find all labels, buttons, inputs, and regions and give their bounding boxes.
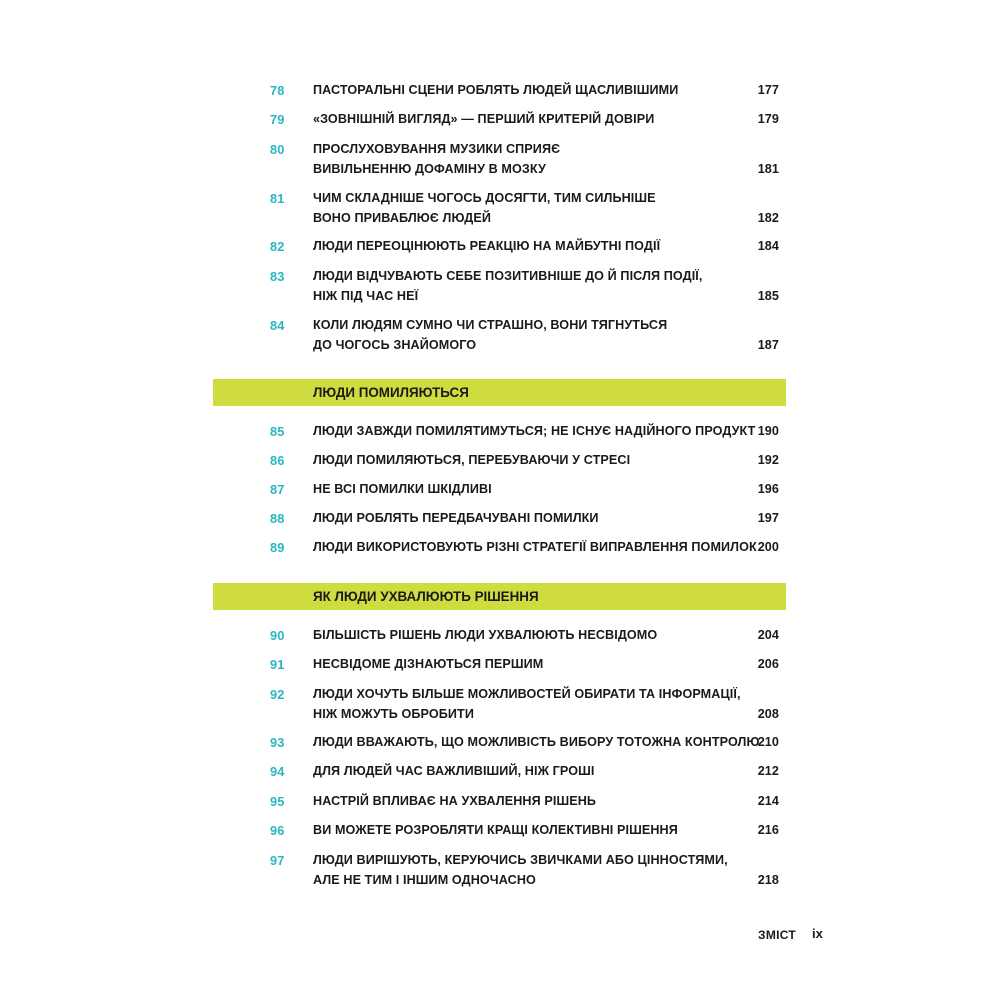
entry-title-line: НЕСВІДОМЕ ДІЗНАЮТЬСЯ ПЕРШИМ bbox=[313, 657, 544, 671]
entry-title bbox=[313, 267, 753, 306]
entry-page-number: 218 bbox=[757, 872, 779, 887]
toc-entry-92[interactable] bbox=[270, 685, 785, 724]
entry-page-number: 182 bbox=[757, 210, 779, 225]
entry-page-number: 177 bbox=[757, 83, 779, 97]
entry-title bbox=[313, 792, 753, 812]
entry-title-line: ЛЮДИ ВВАЖАЮТЬ, ЩО МОЖЛИВІСТЬ ВИБОРУ ТОТОЖНА КОНТРОЛЮ bbox=[313, 735, 760, 749]
toc-entry-86[interactable] bbox=[270, 451, 785, 471]
section-header-mistakes bbox=[213, 379, 786, 406]
entry-title-line: ЛЮДИ ПОМИЛЯЮТЬСЯ, ПЕРЕБУВАЮЧИ У СТРЕСІ bbox=[313, 453, 631, 467]
section-title: ЛЮДИ ПОМИЛЯЮТЬСЯ bbox=[313, 385, 469, 400]
toc-entry-87[interactable] bbox=[270, 480, 785, 500]
entry-page-number: 204 bbox=[757, 628, 779, 642]
entry-title-line: «ЗОВНІШНІЙ ВИГЛЯД» — ПЕРШИЙ КРИТЕРІЙ ДОВІРИ bbox=[313, 112, 655, 126]
entry-title-line: НАСТРІЙ ВПЛИВАЄ НА УХВАЛЕННЯ РІШЕНЬ bbox=[313, 794, 597, 808]
toc-entry-81[interactable] bbox=[270, 189, 785, 228]
toc-entry-91[interactable] bbox=[270, 655, 785, 675]
entry-page-number: 200 bbox=[757, 540, 779, 554]
entry-title bbox=[313, 655, 753, 675]
entry-title-line: ЛЮДИ ХОЧУТЬ БІЛЬШЕ МОЖЛИВОСТЕЙ ОБИРАТИ ТА ІНФОРМАЦІЇ, bbox=[313, 687, 741, 701]
toc-entry-83[interactable] bbox=[270, 267, 785, 306]
toc-entry-93[interactable] bbox=[270, 733, 785, 753]
toc-entry-97[interactable] bbox=[270, 851, 785, 890]
toc-entry-80[interactable] bbox=[270, 140, 785, 179]
entry-number: 90 bbox=[270, 628, 285, 643]
entry-number: 93 bbox=[270, 735, 285, 750]
entry-title bbox=[313, 140, 753, 179]
entry-number: 87 bbox=[270, 482, 285, 497]
folio-page-number: ix bbox=[812, 926, 823, 941]
toc-entry-85[interactable] bbox=[270, 422, 785, 442]
entry-title-line: БІЛЬШІСТЬ РІШЕНЬ ЛЮДИ УХВАЛЮЮТЬ НЕСВІДОМО bbox=[313, 628, 658, 642]
entry-title bbox=[313, 762, 753, 782]
entry-title-line: ПАСТОРАЛЬНІ СЦЕНИ РОБЛЯТЬ ЛЮДЕЙ ЩАСЛИВІШИМИ bbox=[313, 83, 679, 97]
entry-page-number: 197 bbox=[757, 511, 779, 525]
entry-page-number: 184 bbox=[757, 239, 779, 253]
entry-page-number: 179 bbox=[757, 112, 779, 126]
entry-number: 86 bbox=[270, 453, 285, 468]
entry-page-number: 190 bbox=[757, 424, 779, 438]
entry-number: 88 bbox=[270, 511, 285, 526]
entry-title bbox=[313, 685, 753, 724]
entry-title-line: ПРОСЛУХОВУВАННЯ МУЗИКИ СПРИЯЄ bbox=[313, 142, 561, 156]
entry-page-number: 192 bbox=[757, 453, 779, 467]
entry-title bbox=[313, 821, 753, 841]
entry-title-line: АЛЕ НЕ ТИМ І ІНШИМ ОДНОЧАСНО bbox=[313, 872, 536, 887]
entry-title bbox=[313, 626, 753, 646]
entry-page-number: 181 bbox=[757, 161, 779, 176]
entry-number: 84 bbox=[270, 318, 285, 333]
entry-title-line: ЛЮДИ ЗАВЖДИ ПОМИЛЯТИМУТЬСЯ; НЕ ІСНУЄ НАДІЙНОГО ПРОДУКТ bbox=[313, 424, 756, 438]
entry-number: 95 bbox=[270, 794, 285, 809]
entry-page-number: 187 bbox=[757, 337, 779, 352]
toc-entry-96[interactable] bbox=[270, 821, 785, 841]
entry-number: 92 bbox=[270, 687, 285, 702]
entry-number: 91 bbox=[270, 657, 285, 672]
entry-title-line: ЛЮДИ ВИРІШУЮТЬ, КЕРУЮЧИСЬ ЗВИЧКАМИ АБО ЦІННОСТЯМИ, bbox=[313, 853, 728, 867]
entry-title-line: НІЖ МОЖУТЬ ОБРОБИТИ bbox=[313, 706, 474, 721]
entry-page-number: 212 bbox=[757, 764, 779, 778]
entry-page-number: 206 bbox=[757, 657, 779, 671]
entry-title bbox=[313, 733, 760, 753]
toc-entry-82[interactable] bbox=[270, 237, 785, 257]
entry-title bbox=[313, 189, 753, 228]
toc-entry-88[interactable] bbox=[270, 509, 785, 529]
toc-entry-95[interactable] bbox=[270, 792, 785, 812]
toc-entry-78[interactable] bbox=[270, 81, 785, 101]
toc-entry-79[interactable] bbox=[270, 110, 785, 130]
entry-number: 96 bbox=[270, 823, 285, 838]
entry-number: 85 bbox=[270, 424, 285, 439]
entry-title bbox=[313, 422, 756, 442]
entry-title-line: ЛЮДИ ВИКОРИСТОВУЮТЬ РІЗНІ СТРАТЕГІЇ ВИПРАВЛЕННЯ ПОМИЛОК bbox=[313, 540, 757, 554]
entry-number: 89 bbox=[270, 540, 285, 555]
entry-number: 97 bbox=[270, 853, 285, 868]
entry-number: 94 bbox=[270, 764, 285, 779]
entry-title bbox=[313, 451, 753, 471]
entry-title bbox=[313, 316, 753, 355]
entry-page-number: 208 bbox=[757, 706, 779, 721]
entry-title-line: ВИВІЛЬНЕННЮ ДОФАМІНУ В МОЗКУ bbox=[313, 161, 546, 176]
running-footer-section: ЗМІСТ bbox=[758, 928, 797, 942]
entry-title-line: НЕ ВСІ ПОМИЛКИ ШКІДЛИВІ bbox=[313, 482, 492, 496]
entry-page-number: 196 bbox=[757, 482, 779, 496]
entry-title-line: ДО ЧОГОСЬ ЗНАЙОМОГО bbox=[313, 337, 477, 352]
entry-title-line: КОЛИ ЛЮДЯМ СУМНО ЧИ СТРАШНО, ВОНИ ТЯГНУТЬСЯ bbox=[313, 318, 668, 332]
entry-number: 78 bbox=[270, 83, 285, 98]
entry-title-line: ЛЮДИ ПЕРЕОЦІНЮЮТЬ РЕАКЦІЮ НА МАЙБУТНІ ПОДІЇ bbox=[313, 239, 661, 253]
entry-number: 81 bbox=[270, 191, 285, 206]
entry-number: 82 bbox=[270, 239, 285, 254]
entry-title bbox=[313, 509, 753, 529]
entry-number: 79 bbox=[270, 112, 285, 127]
entry-title bbox=[313, 110, 753, 130]
toc-entry-84[interactable] bbox=[270, 316, 785, 355]
entry-number: 80 bbox=[270, 142, 285, 157]
entry-title-line: НІЖ ПІД ЧАС НЕЇ bbox=[313, 288, 419, 303]
entry-title bbox=[313, 851, 753, 890]
toc-entry-94[interactable] bbox=[270, 762, 785, 782]
toc-entry-90[interactable] bbox=[270, 626, 785, 646]
entry-title bbox=[313, 237, 753, 257]
entry-title-line: ВИ МОЖЕТЕ РОЗРОБЛЯТИ КРАЩІ КОЛЕКТИВНІ РІШЕННЯ bbox=[313, 823, 678, 837]
entry-title-line: ЧИМ СКЛАДНІШЕ ЧОГОСЬ ДОСЯГТИ, ТИМ СИЛЬНІШЕ bbox=[313, 191, 656, 205]
entry-title bbox=[313, 81, 753, 101]
entry-page-number: 214 bbox=[757, 794, 779, 808]
entry-page-number: 210 bbox=[757, 735, 779, 749]
entry-title-line: ЛЮДИ ВІДЧУВАЮТЬ СЕБЕ ПОЗИТИВНІШЕ ДО Й ПІСЛЯ ПОДІЇ, bbox=[313, 269, 703, 283]
entry-title-line: ДЛЯ ЛЮДЕЙ ЧАС ВАЖЛИВІШИЙ, НІЖ ГРОШІ bbox=[313, 764, 595, 778]
section-title: ЯК ЛЮДИ УХВАЛЮЮТЬ РІШЕННЯ bbox=[313, 589, 539, 604]
entry-page-number: 216 bbox=[757, 823, 779, 837]
entry-number: 83 bbox=[270, 269, 285, 284]
entry-title bbox=[313, 538, 757, 558]
entry-title-line: ВОНО ПРИВАБЛЮЄ ЛЮДЕЙ bbox=[313, 210, 491, 225]
toc-entry-89[interactable] bbox=[270, 538, 785, 558]
section-header-decisions bbox=[213, 583, 786, 610]
entry-title-line: ЛЮДИ РОБЛЯТЬ ПЕРЕДБАЧУВАНІ ПОМИЛКИ bbox=[313, 511, 599, 525]
entry-page-number: 185 bbox=[757, 288, 779, 303]
entry-title bbox=[313, 480, 753, 500]
